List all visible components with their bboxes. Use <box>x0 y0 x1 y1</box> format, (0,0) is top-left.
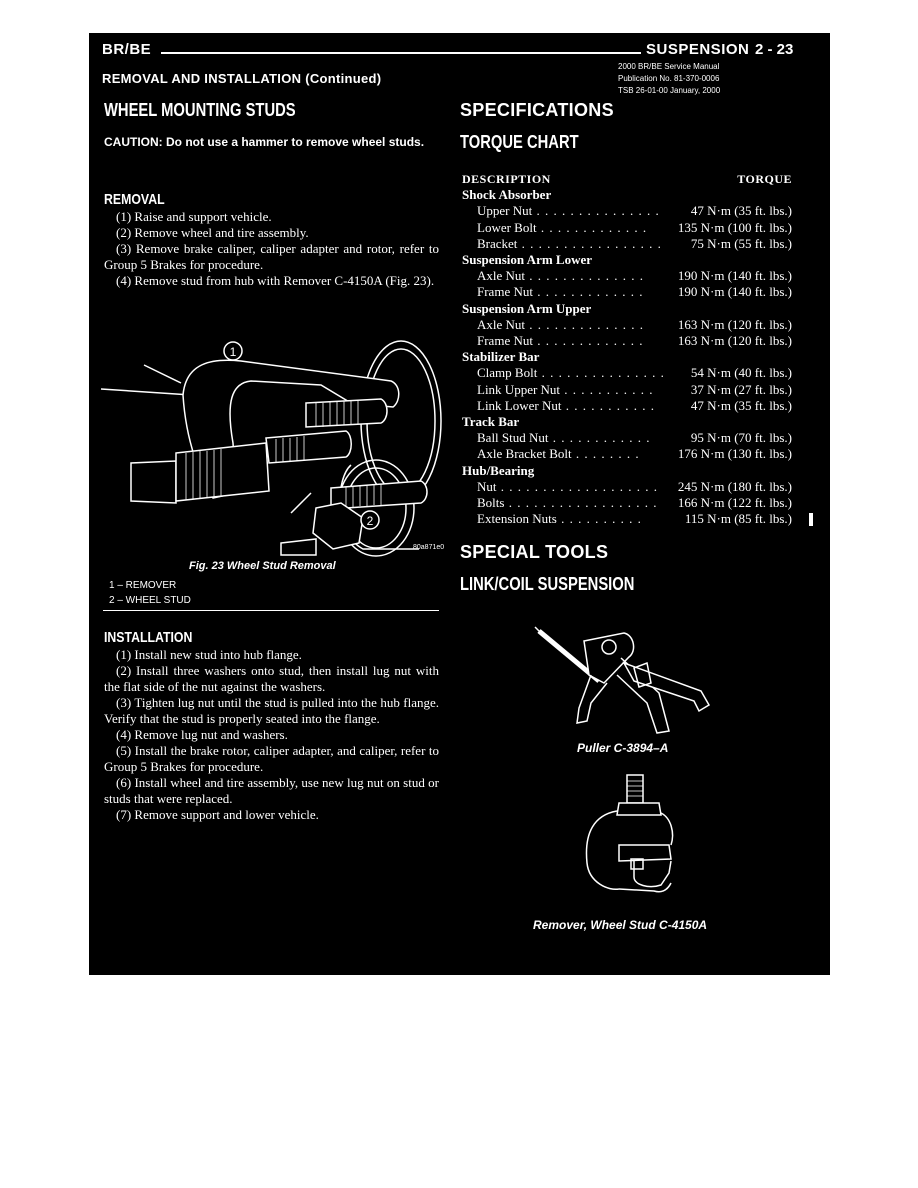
item-torque: 166 N·m (122 ft. lbs.) <box>677 495 792 511</box>
item-leader-dots: . . . . . . . . . . . . . <box>532 284 644 300</box>
item-label: Axle Nut <box>477 316 526 332</box>
axle-line <box>101 389 191 395</box>
item-leader-dots: . . . . . . . . . . . . . . . . . . . <box>496 478 658 494</box>
figure-legend-item: 1 – REMOVER <box>109 580 177 591</box>
installation-step: (2) Install three washers onto stud, then install lug nut with the flat side of the nut against the washers. <box>104 663 439 694</box>
item-leader-dots: . . . . . . . . . . . <box>560 381 654 397</box>
manual-page <box>89 33 830 975</box>
table-row <box>462 430 792 446</box>
callout-2-label: 2 <box>366 514 374 528</box>
wheel-stud-removal-figure <box>101 303 445 555</box>
lower-stud <box>331 481 427 509</box>
header-tsb: TSB 26-01-00 January, 2000 <box>618 86 721 95</box>
table-row <box>462 479 792 495</box>
table-row <box>462 284 792 300</box>
item-torque: 245 N·m (180 ft. lbs.) <box>677 478 792 494</box>
table-row <box>462 236 792 252</box>
category-row: Suspension Arm Lower <box>462 252 593 268</box>
removal-steps <box>104 209 439 289</box>
section-subheader: REMOVAL AND INSTALLATION (Continued) <box>102 71 382 86</box>
item-torque: 163 N·m (120 ft. lbs.) <box>677 333 792 349</box>
item-label: Frame Nut <box>477 284 533 300</box>
item-label: Link Upper Nut <box>477 381 561 397</box>
item-torque: 163 N·m (120 ft. lbs.) <box>677 316 792 332</box>
section-title: WHEEL MOUNTING STUDS <box>104 100 296 120</box>
remover-linework <box>586 775 672 892</box>
removal-step: (4) Remove stud from hub with Remover C-4150A (Fig. 23). <box>116 273 435 288</box>
item-torque: 54 N·m (40 ft. lbs.) <box>690 365 792 381</box>
item-torque: 176 N·m (130 ft. lbs.) <box>677 446 792 462</box>
table-row <box>462 268 792 284</box>
table-row <box>462 317 792 333</box>
header-rule <box>161 52 641 54</box>
puller-caption: Puller C-3894–A <box>577 741 669 755</box>
item-label: Frame Nut <box>477 333 533 349</box>
category-row: Shock Absorber <box>462 187 552 203</box>
item-leader-dots: . . . . . . . . . . . . . . <box>525 316 645 332</box>
table-row <box>462 203 792 219</box>
forcing-screw <box>176 443 269 501</box>
item-leader-dots: . . . . . . . . . . . <box>561 397 655 413</box>
installation-step: (3) Tighten lug nut until the stud is pulled into the hub flange. Verify that the stud is properly seated into the flange. <box>104 695 439 726</box>
caution-note: CAUTION: Do not use a hammer to remove wheel studs. <box>104 135 425 149</box>
item-torque: 135 N·m (100 ft. lbs.) <box>677 219 792 235</box>
item-torque: 47 N·m (35 ft. lbs.) <box>690 203 792 219</box>
removal-step: (1) Raise and support vehicle. <box>116 209 272 224</box>
link-coil-suspension-title: LINK/COIL SUSPENSION <box>460 574 635 594</box>
lug-nut <box>313 503 363 549</box>
item-leader-dots: . . . . . . . . . . . . <box>548 430 651 446</box>
item-label: Ball Stud Nut <box>477 430 549 446</box>
upper-stud <box>306 399 387 427</box>
specifications-title: SPECIFICATIONS <box>460 100 614 120</box>
col-description-header: DESCRIPTION <box>462 172 551 186</box>
screw-tip <box>266 431 351 463</box>
item-torque: 75 N·m (55 ft. lbs.) <box>690 235 792 251</box>
item-leader-dots: . . . . . . . . . . . . . . . . . <box>517 235 662 251</box>
category-row: Stabilizer Bar <box>462 349 540 365</box>
removal-step: (2) Remove wheel and tire assembly. <box>116 225 309 240</box>
installation-heading: INSTALLATION <box>104 629 193 646</box>
item-torque: 115 N·m (85 ft. lbs.) <box>684 511 792 527</box>
table-row <box>462 511 792 527</box>
item-leader-dots: . . . . . . . . . . . . . . . . . . <box>504 495 658 511</box>
puller-tool-drawing <box>529 613 729 738</box>
item-label: Link Lower Nut <box>477 397 562 413</box>
screw-head <box>131 461 176 503</box>
item-label: Upper Nut <box>477 203 533 219</box>
puller-linework <box>535 627 709 733</box>
category-row: Hub/Bearing <box>462 462 535 478</box>
item-label: Lower Bolt <box>477 219 537 235</box>
table-row <box>462 495 792 511</box>
installation-step: (5) Install the brake rotor, caliper adapter, and caliper, refer to Group 5 Brakes for procedure. <box>104 743 439 774</box>
item-label: Nut <box>477 478 497 494</box>
stud-end <box>281 539 316 555</box>
item-label: Bracket <box>477 235 518 251</box>
table-row <box>462 333 792 349</box>
item-label: Bolts <box>477 495 505 511</box>
figure-linework <box>101 341 441 556</box>
revision-change-bar <box>809 513 813 526</box>
item-leader-dots: . . . . . . . . . . . . . . . <box>537 365 665 381</box>
category-row: Suspension Arm Upper <box>462 300 592 316</box>
table-row <box>462 382 792 398</box>
torque-chart-table <box>462 171 792 527</box>
item-leader-dots: . . . . . . . . . . . . . <box>536 219 648 235</box>
item-leader-dots: . . . . . . . . . . <box>556 511 642 527</box>
special-tools-title: SPECIAL TOOLS <box>460 542 609 562</box>
remover-caption: Remover, Wheel Stud C-4150A <box>533 918 708 932</box>
header-manual: 2000 BR/BE Service Manual <box>618 62 720 71</box>
item-torque: 95 N·m (70 ft. lbs.) <box>690 430 792 446</box>
callout-1-label: 1 <box>229 345 237 359</box>
item-leader-dots: . . . . . . . . . . . . . . <box>525 268 645 284</box>
wheel-stud-remover-drawing <box>579 773 689 903</box>
callout-1-leader <box>144 365 181 383</box>
figure-code: 80a871e0 <box>413 544 445 551</box>
removal-heading: REMOVAL <box>104 191 165 208</box>
item-leader-dots: . . . . . . . . <box>571 446 640 462</box>
item-label: Axle Nut <box>477 268 526 284</box>
figure-title: Fig. 23 Wheel Stud Removal <box>189 560 336 572</box>
installation-step: (4) Remove lug nut and washers. <box>116 727 288 742</box>
header-model: BR/BE <box>102 41 152 58</box>
item-label: Clamp Bolt <box>477 365 538 381</box>
table-row <box>462 365 792 381</box>
item-leader-dots: . . . . . . . . . . . . . <box>532 333 644 349</box>
torque-chart-title: TORQUE CHART <box>460 132 579 152</box>
item-torque: 190 N·m (140 ft. lbs.) <box>677 268 792 284</box>
item-leader-dots: . . . . . . . . . . . . . . . <box>532 203 660 219</box>
installation-step: (6) Install wheel and tire assembly, use new lug nut on stud or studs that were replaced. <box>104 775 439 806</box>
header-page-number: 2 - 23 <box>755 41 794 58</box>
figure-legend-item: 2 – WHEEL STUD <box>109 595 191 606</box>
figure-divider <box>103 610 439 611</box>
item-torque: 47 N·m (35 ft. lbs.) <box>690 397 792 413</box>
col-torque-header: TORQUE <box>737 172 792 186</box>
table-row <box>462 446 792 462</box>
table-row <box>462 398 792 414</box>
table-row <box>462 220 792 236</box>
callout-2-leader <box>291 493 311 513</box>
category-row: Track Bar <box>462 414 520 430</box>
item-torque: 190 N·m (140 ft. lbs.) <box>677 284 792 300</box>
installation-steps <box>104 647 439 823</box>
item-label: Axle Bracket Bolt <box>477 446 572 462</box>
installation-step: (1) Install new stud into hub flange. <box>116 647 302 662</box>
header-publication: Publication No. 81-370-0006 <box>618 74 720 83</box>
item-label: Extension Nuts <box>477 511 557 527</box>
removal-step: (3) Remove brake caliper, caliper adapter and rotor, refer to Group 5 Brakes for procedure. <box>104 241 439 272</box>
item-torque: 37 N·m (27 ft. lbs.) <box>690 381 792 397</box>
torque-chart-header <box>462 171 792 187</box>
header-section: SUSPENSION <box>646 41 750 58</box>
installation-step: (7) Remove support and lower vehicle. <box>116 807 319 822</box>
